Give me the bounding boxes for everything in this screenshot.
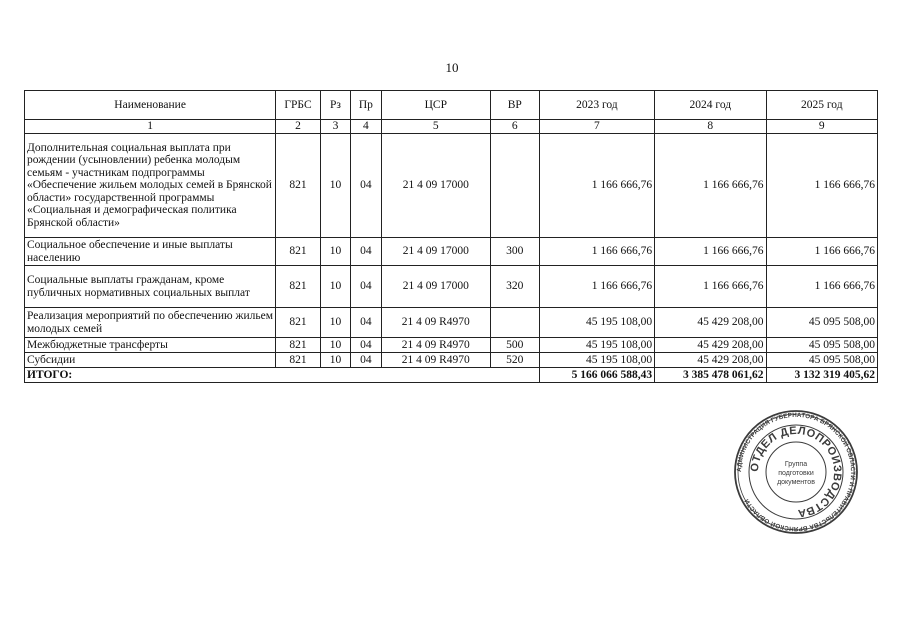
index-cell: 8 [655,120,766,134]
page-number: 10 [445,60,459,75]
header-csr: ЦСР [381,91,490,120]
row-2024: 1 166 666,76 [655,134,766,238]
row-grbs: 821 [276,134,321,238]
row-rz: 10 [320,266,350,308]
row-vr [490,308,539,338]
table-row [25,238,878,266]
row-csr: 21 4 09 17000 [381,134,490,238]
row-vr: 500 [490,338,539,353]
total-2023: 5 166 066 588,43 [539,368,654,383]
row-csr: 21 4 09 R4970 [381,338,490,353]
row-name: Межбюджетные трансферты [25,338,276,353]
total-row [25,368,878,383]
index-cell: 4 [351,120,381,134]
row-2025: 45 095 508,00 [766,338,877,353]
seal-center-line-2: подготовки [778,470,814,477]
row-grbs: 821 [276,338,321,353]
budget-table [24,90,878,383]
row-rz: 10 [320,308,350,338]
row-2025: 1 166 666,76 [766,134,877,238]
row-2023: 1 166 666,76 [539,238,654,266]
row-2023: 45 195 108,00 [539,338,654,353]
row-2024: 45 429 208,00 [655,308,766,338]
header-name: Наименование [25,91,276,120]
table-row [25,308,878,338]
row-vr: 300 [490,238,539,266]
row-grbs: 821 [276,308,321,338]
total-2024: 3 385 478 061,62 [655,368,766,383]
header-2023: 2023 год [539,91,654,120]
header-vr: ВР [490,91,539,120]
row-2025: 1 166 666,76 [766,238,877,266]
table-row [25,266,878,308]
row-pr: 04 [351,308,381,338]
row-2025: 1 166 666,76 [766,266,877,308]
row-rz: 10 [320,134,350,238]
seal-center-line-3: документов [777,479,815,486]
row-2025: 45 095 508,00 [766,308,877,338]
header-2025: 2025 год [766,91,877,120]
index-cell: 5 [381,120,490,134]
header-pr: Пр [351,91,381,120]
row-pr: 04 [351,134,381,238]
row-rz: 10 [320,353,350,368]
row-csr: 21 4 09 R4970 [381,353,490,368]
row-name: Социальное обеспечение и иные выплаты населению [25,238,276,266]
row-pr: 04 [351,338,381,353]
row-2024: 1 166 666,76 [655,238,766,266]
official-seal [734,410,858,534]
row-vr [490,134,539,238]
row-2023: 1 166 666,76 [539,134,654,238]
seal-middle-text: ОТДЕЛ ДЕЛОПРОИЗВОДСТВА [748,424,844,520]
header-grbs: ГРБС [276,91,321,120]
table-row [25,338,878,353]
row-pr: 04 [351,238,381,266]
table-row [25,353,878,368]
row-name: Реализация мероприятий по обеспечению жильем молодых семей [25,308,276,338]
header-rz: Рз [320,91,350,120]
row-vr: 520 [490,353,539,368]
row-name: Дополнительная социальная выплата при рождении (усыновлении) ребенка молодым семьям - участникам подпрограммы «Обеспечение жильем молодых семей в Брянской области» государственной программы «Социальная и демографическая политика Брянской области» [25,134,276,238]
index-cell: 7 [539,120,654,134]
row-grbs: 821 [276,266,321,308]
row-pr: 04 [351,266,381,308]
index-cell: 2 [276,120,321,134]
row-csr: 21 4 09 R4970 [381,308,490,338]
row-rz: 10 [320,338,350,353]
row-2023: 45 195 108,00 [539,308,654,338]
row-pr: 04 [351,353,381,368]
row-2025: 45 095 508,00 [766,353,877,368]
total-2025: 3 132 319 405,62 [766,368,877,383]
index-cell: 6 [490,120,539,134]
row-rz: 10 [320,238,350,266]
row-2024: 45 429 208,00 [655,338,766,353]
seal-center-line-1: Группа [784,461,808,468]
row-grbs: 821 [276,238,321,266]
seal-outer-text: АДМИНИСТРАЦИЯ ГУБЕРНАТОРА БРЯНСКОЙ ОБЛАСТИ И ПРАВИТЕЛЬСТВА БРЯНСКОЙ ОБЛАСТИ [735,411,857,533]
row-csr: 21 4 09 17000 [381,266,490,308]
index-cell: 1 [25,120,276,134]
row-grbs: 821 [276,353,321,368]
row-vr: 320 [490,266,539,308]
column-index-row [25,120,878,134]
total-label: ИТОГО: [25,368,540,383]
header-2024: 2024 год [655,91,766,120]
table-row [25,134,878,238]
row-name: Социальные выплаты гражданам, кроме публичных нормативных социальных выплат [25,266,276,308]
row-2023: 1 166 666,76 [539,266,654,308]
index-cell: 3 [320,120,350,134]
index-cell: 9 [766,120,877,134]
table-header-row [25,91,878,120]
row-name: Субсидии [25,353,276,368]
row-2024: 1 166 666,76 [655,266,766,308]
row-2024: 45 429 208,00 [655,353,766,368]
row-2023: 45 195 108,00 [539,353,654,368]
row-csr: 21 4 09 17000 [381,238,490,266]
